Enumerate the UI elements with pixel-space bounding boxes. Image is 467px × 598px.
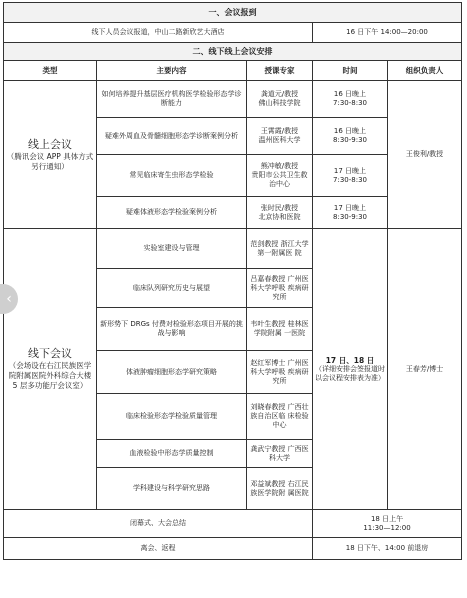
column-header-row: [4, 61, 462, 81]
online-speaker-2: [247, 118, 313, 155]
online-speaker-4-org: 北京协和医院: [258, 212, 301, 221]
closing-time-date: 18 日上午: [370, 514, 404, 523]
offline-speaker-3: 韦叶生教授 桂林医学院附属 一医院: [247, 308, 313, 351]
online-time-4-hours: 8:30-9:30: [333, 212, 367, 221]
schedule-document: [3, 2, 461, 596]
offline-content-2: 临床队列研究历史与展望: [97, 269, 247, 308]
offline-time-main: 17 日、18 日: [325, 355, 375, 365]
online-time-1: [313, 81, 388, 118]
offline-speaker-1: 范剑教授 浙江大学第一附属医 院: [247, 229, 313, 269]
closing-label: 闭幕式、大会总结: [4, 510, 313, 538]
online-time-2: [313, 118, 388, 155]
offline-speaker-5: 刘晓春教授 广西壮族自治区临 床检验中心: [247, 394, 313, 440]
closing-time-hours: 11:30—12:00: [363, 523, 411, 532]
online-time-3-hours: 7:30-8:30: [333, 175, 367, 184]
prev-glyph: ‹: [6, 291, 12, 307]
online-speaker-3-name: 熊冲敏/教授: [260, 162, 299, 170]
section1-header-row: [4, 3, 462, 23]
online-speaker-2-org: 温州医科大学: [258, 136, 301, 144]
offline-content-5: 临床检验形态学检验质量管理: [97, 394, 247, 440]
online-time-2-date: 16 日晚上: [333, 127, 367, 135]
schedule-table: [3, 2, 462, 560]
header-organizer: 组织负责人: [388, 61, 462, 81]
offline-row-1: [4, 229, 462, 269]
online-time-2-hours: 8:30-9:30: [333, 136, 367, 144]
offline-content-3: 新形势下 DRGs 付费对检验形态项目开展的挑战与影响: [97, 308, 247, 351]
header-time: 时间: [313, 61, 388, 81]
online-time-3-date: 17 日晚上: [333, 166, 367, 175]
online-speaker-1-org: 佛山科技学院: [258, 99, 301, 107]
offline-content-1: 实验室建设与管理: [97, 229, 247, 269]
header-content: 主要内容: [97, 61, 247, 81]
online-speaker-1: [247, 81, 313, 118]
online-content-2: 疑难外周血及骨髓细胞形态学诊断案例分析: [97, 118, 247, 155]
offline-organizer: 王春芳/博士: [388, 229, 462, 510]
header-speaker: 授课专家: [247, 61, 313, 81]
departure-label: 离会、返程: [4, 538, 313, 560]
section2-header-row: [4, 43, 462, 61]
offline-speaker-7: 邓益斌教授 右江民族医学院附 属医院: [247, 468, 313, 510]
online-content-3: 常见临床寄生虫形态学检验: [97, 155, 247, 197]
online-time-1-date: 16 日晚上: [333, 90, 367, 98]
online-organizer: 王俊利/教授: [388, 81, 462, 229]
online-type-note: （腾讯会议 APP 具体方式另行通知）: [6, 151, 94, 171]
offline-time-note: （详细安排会签报道时以会议程安排表为准）: [315, 364, 385, 382]
online-speaker-1-name: 龚道元/教授: [260, 90, 299, 98]
offline-speaker-2: 吕嘉春教授 广州医科大学呼吸 疾病研究所: [247, 269, 313, 308]
online-content-1: 如何培养提升基层医疗机构医学检验形态学诊断能力: [97, 81, 247, 118]
online-speaker-3: [247, 155, 313, 197]
offline-type-title: 线下会议: [28, 347, 72, 360]
section1-title: 一、会议报到: [4, 3, 462, 23]
offline-speaker-4: 赵红军博士 广州医科大学呼吸 疾病研究所: [247, 351, 313, 394]
online-time-4-date: 17 日晚上: [333, 203, 367, 212]
online-row-1: [4, 81, 462, 118]
online-time-1-hours: 7:30-8:30: [333, 99, 367, 107]
closing-row: [4, 510, 462, 538]
section2-title: 二、线下线上会议安排: [4, 43, 462, 61]
offline-content-6: 血液检验中形态学质量控制: [97, 440, 247, 468]
offline-type-note: （会场设在右江民族医学院附属医院外科综合大楼 5 层多功能厅会议室）: [8, 361, 92, 390]
header-type: 类型: [4, 61, 97, 81]
offline-time-cell: [313, 229, 388, 510]
offline-content-4: 体液肿瘤细胞形态学研究策略: [97, 351, 247, 394]
online-speaker-3-org: 贵阳市公共卫生救治中心: [251, 171, 308, 188]
departure-time: 18 日下午、14:00 前退房: [313, 538, 462, 560]
online-type-cell: [4, 81, 97, 229]
closing-time: [313, 510, 462, 538]
online-speaker-4: [247, 197, 313, 229]
online-content-4: 疑难体液形态学检验案例分析: [97, 197, 247, 229]
online-speaker-2-name: 王霄霞/教授: [260, 127, 299, 135]
departure-row: [4, 538, 462, 560]
online-time-3: [313, 155, 388, 197]
online-type-title: 线上会议: [28, 137, 72, 151]
online-speaker-4-name: 张时民/教授: [260, 203, 299, 212]
offline-type-cell: [4, 229, 97, 510]
online-time-4: [313, 197, 388, 229]
offline-speaker-6: 龚武宁教授 广西医科大学: [247, 440, 313, 468]
registration-location: 线下人员会议报道，中山二路新欣艺大酒店: [4, 23, 313, 43]
registration-row: [4, 23, 462, 43]
registration-time: 16 日下午 14:00—20:00: [313, 23, 462, 43]
offline-content-7: 学科建设与科学研究思路: [97, 468, 247, 510]
